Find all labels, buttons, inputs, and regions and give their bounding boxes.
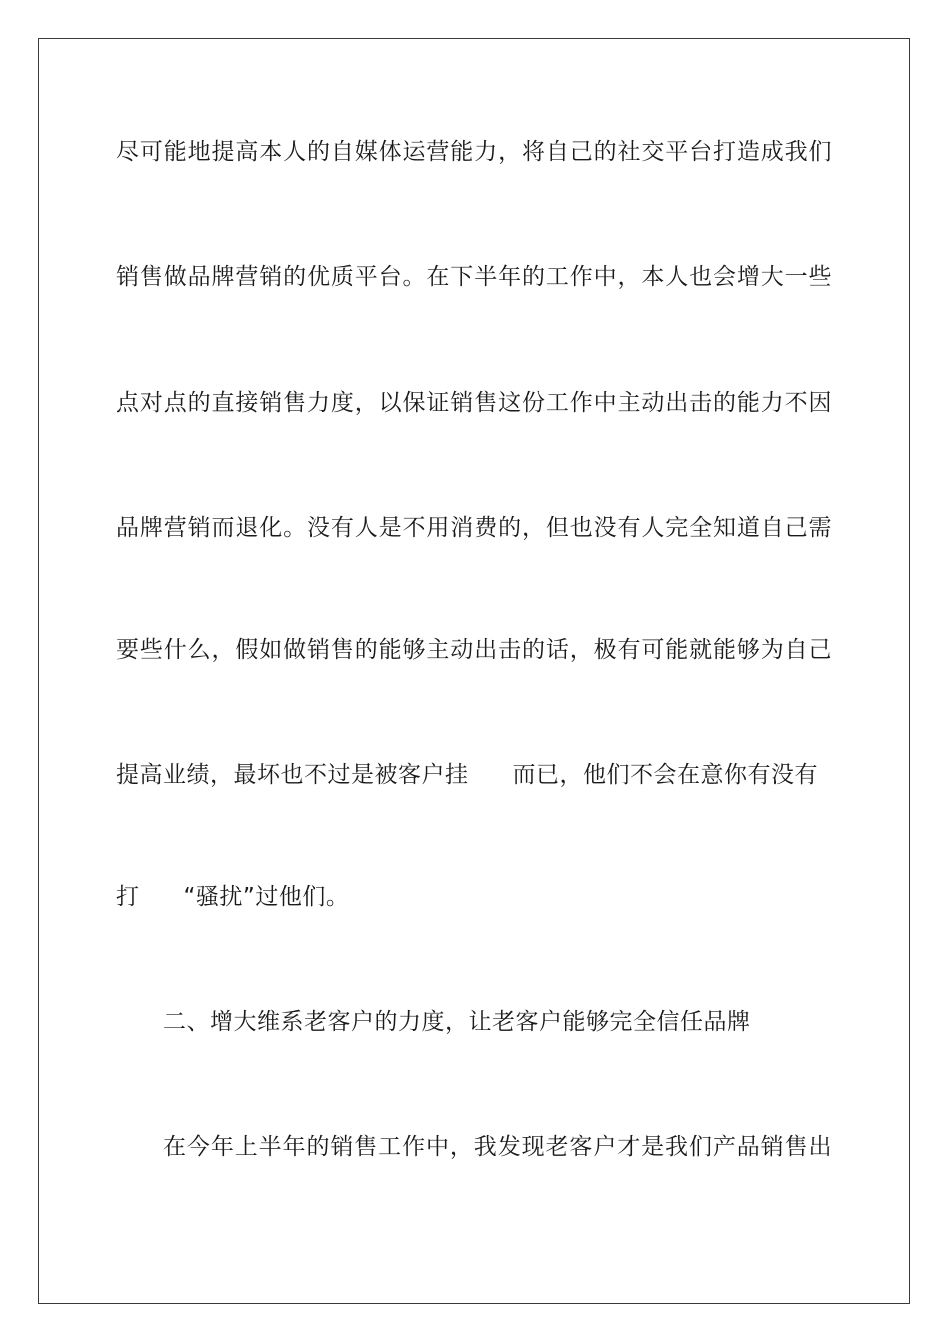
- body-text-line: 点对点的直接销售力度，以保证销售这份工作中主动出击的能力不因: [116, 390, 832, 416]
- body-text-fragment: 打: [116, 884, 140, 910]
- section-heading: 二、增大维系老客户的力度，让老客户能够完全信任品牌: [163, 1009, 751, 1035]
- body-text-line: [116, 882, 832, 912]
- body-text-line: 要些什么，假如做销售的能够主动出击的话，极有可能就能够为自己: [116, 637, 832, 663]
- body-text-line: 尽可能地提高本人的自媒体运营能力，将自己的社交平台打造成我们: [116, 139, 832, 165]
- page-border: [38, 38, 910, 1304]
- body-text-fragment: “骚扰”过他们。: [183, 884, 350, 910]
- body-text-fragment: 而已，他们不会在意你有没有: [512, 762, 818, 788]
- body-text-line: [116, 760, 832, 790]
- paragraph-first-line: 在今年上半年的销售工作中，我发现老客户才是我们产品销售出: [163, 1134, 832, 1160]
- body-text-fragment: 提高业绩，最坏也不过是被客户挂: [116, 762, 469, 788]
- body-text-line: 销售做品牌营销的优质平台。在下半年的工作中，本人也会增大一些: [116, 264, 832, 290]
- body-text-line: 品牌营销而退化。没有人是不用消费的，但也没有人完全知道自己需: [116, 515, 832, 541]
